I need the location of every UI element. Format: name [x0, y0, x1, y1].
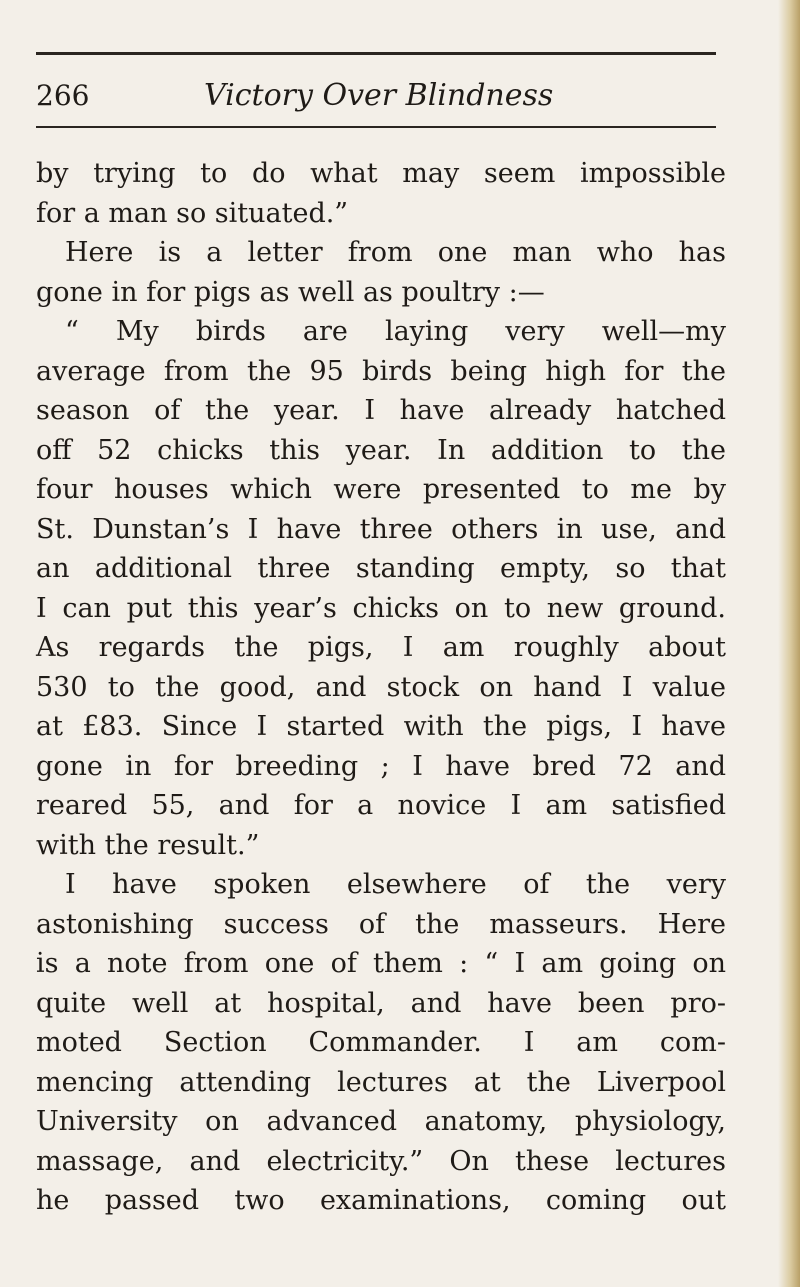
text-line: is a note from one of them : “ I am going on — [36, 948, 726, 979]
page-number: 266 — [36, 79, 90, 112]
text-line: season of the year. I have already hatched — [36, 395, 726, 426]
text-line: “ My birds are laying very well—my — [65, 316, 726, 347]
text-line: St. Dunstan’s I have three others in use, and — [36, 513, 726, 545]
text-line: by trying to do what may seem impossible — [36, 158, 726, 189]
text-line: Here is a letter from one man who has — [65, 237, 726, 268]
page-edge-shadow — [778, 0, 800, 1287]
text-line: average from the 95 birds being high for the — [36, 355, 726, 387]
text-line: I have spoken elsewhere of the very — [65, 869, 726, 900]
text-line: reared 55, and for a novice I am satisfied — [36, 790, 726, 821]
text-line: off 52 chicks this year. In addition to the — [36, 434, 726, 466]
text-line: four houses which were presented to me by — [36, 474, 726, 505]
text-line: 530 to the good, and stock on hand I value — [36, 671, 726, 703]
text-line: astonishing success of the masseurs. Here — [36, 908, 726, 940]
text-line: mencing attending lectures at the Liverpool — [36, 1066, 726, 1098]
text-line: with the result.” — [36, 829, 260, 861]
text-line: at £83. Since I started with the pigs, I have — [36, 711, 726, 742]
text-line: gone in for breeding ; I have bred 72 and — [36, 750, 726, 782]
text-line: he passed two examinations, coming out — [36, 1185, 726, 1216]
text-line: moted Section Commander. I am com- — [36, 1027, 726, 1058]
text-line: for a man so situated.” — [36, 197, 349, 229]
text-line: gone in for pigs as well as poultry :— — [36, 276, 545, 308]
text-line: massage, and electricity.” On these lectures — [36, 1145, 726, 1177]
text-line: I can put this year’s chicks on to new ground. — [36, 592, 726, 624]
text-line: As regards the pigs, I am roughly about — [36, 632, 726, 663]
running-header — [36, 76, 716, 116]
running-title: Victory Over Blindness — [204, 78, 554, 113]
top-rule — [36, 52, 716, 55]
text-line: an additional three standing empty, so that — [36, 553, 726, 584]
body-text — [36, 154, 726, 1221]
text-line: University on advanced anatomy, physiology, — [36, 1106, 726, 1137]
header-rule — [36, 126, 716, 128]
text-line: quite well at hospital, and have been pro- — [36, 987, 726, 1019]
